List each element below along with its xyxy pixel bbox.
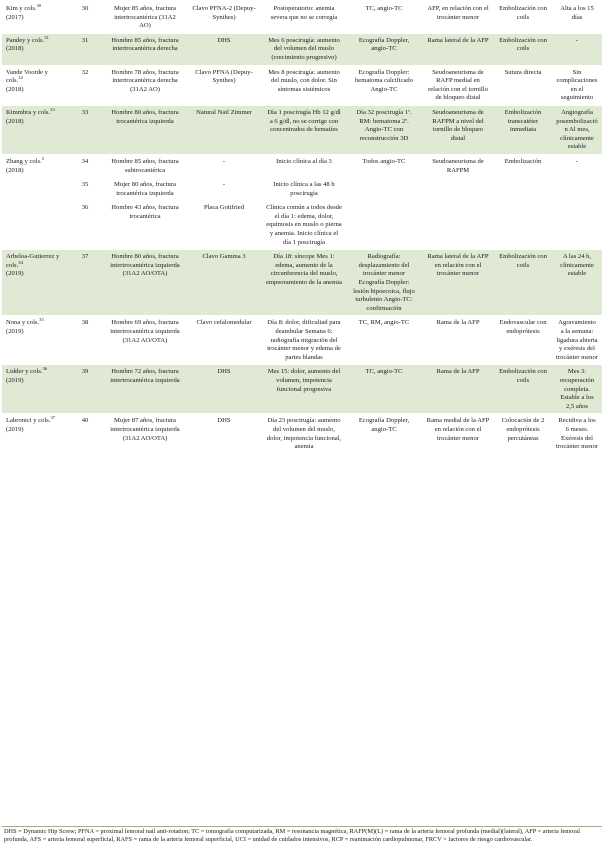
author-cell — [2, 105, 66, 154]
case-number: 30 — [66, 2, 104, 33]
patient-cell: Hombre 43 años, fractura trocantérica — [104, 201, 186, 250]
table-row — [2, 2, 602, 33]
outcome-cell: Agravamiento a la semana: ligadura abierta y exéresis del trocánter menor — [552, 316, 602, 365]
author-name: Lidder y cols. — [6, 368, 43, 376]
reference-number: 35 — [39, 317, 44, 323]
reference-number: 33 — [50, 106, 55, 112]
diagnosis-cell: Día 32 poscirugía 1ª. RM: hematoma 2ª. Angio-TC con reconstrucción 3D — [346, 105, 422, 154]
case-number: 32 — [66, 65, 104, 105]
publication-year: (2018) — [6, 117, 24, 125]
clinic-cell: Inicio clínica al día 3 — [262, 154, 346, 177]
reference-number: 32 — [18, 74, 23, 80]
diagnosis-cell: Ecografía Doppler, angio-TC — [346, 33, 422, 65]
reference-number: 30 — [36, 2, 42, 8]
clinic-cell: Clínica común a todos desde el día 1: edema, dolor, equimosis en muslo o pierna y anemia. Inicio clínica el día 1 poscirugía — [262, 201, 346, 250]
implant-cell: DHS — [186, 365, 262, 414]
diagnosis-cell: Ecografía Doppler, angio-TC — [346, 414, 422, 454]
vessel-cell: Seudoaneurisma de RAFPM — [422, 154, 494, 249]
implant-cell: Clavo PFNA-2 (Depuy-Synthes) — [186, 2, 262, 33]
reference-number: 5 — [41, 155, 45, 161]
author-cell — [2, 2, 66, 33]
patient-cell: Mujer 87 años, fractura intertrocantérica izquierda (31A2 AO/OTA) — [104, 414, 186, 454]
clinic-cell: Mes 15: dolor, aumento del volumen, impotencia funcional progresiva — [262, 365, 346, 414]
footer-rule — [2, 826, 602, 827]
outcome-cell: Mes 3: recuperación completa. Estable a los 2,5 años — [552, 365, 602, 414]
implant-cell: DHS — [186, 33, 262, 65]
clinic-cell: Día 1 poscirugía Hb 12 g/dl a 6 g/dl, no se corrige con concentrados de hematíes — [262, 105, 346, 154]
table-row — [2, 65, 602, 105]
patient-cell: Hombre 80 años, fractura trocantérica izquierda — [104, 105, 186, 154]
treatment-cell: Embolización con coils — [494, 2, 552, 33]
reference-number: 36 — [42, 366, 48, 372]
implant-cell: Natural Nail Zimmer — [186, 105, 262, 154]
diagnosis-cell: TC, angio-TC — [346, 365, 422, 414]
case-number: 37 — [66, 250, 104, 316]
abbreviations-footer — [4, 828, 602, 844]
patient-cell: Hombre 80 años, fractura intertrocantérica izquierda (31A2 AO/OTA) — [104, 250, 186, 316]
vessel-cell: Seudoaneurisma de RAFP medial en relación con el tornillo de bloqueo distal — [422, 65, 494, 105]
publication-year: (2019) — [6, 328, 24, 335]
diagnosis-cell: Ecografía Doppler: hematoma calcificado Angio-TC — [346, 65, 422, 105]
clinic-cell: Inicio clínica a las 48 h poscirugía — [262, 178, 346, 201]
reference-number: 31 — [44, 34, 49, 40]
clinic-cell: Día 8: dolor, dificultad para deambular Semana 6: radiografía migración del trocánter menor y edema de partes blandas — [262, 316, 346, 365]
vessel-cell: Seudoaneurisma de RAFPM a nivel del tornillo de bloqueo distal — [422, 105, 494, 154]
outcome-cell: Angiografía posembolización Al mes, clínicamente estable — [552, 105, 602, 154]
author-name: Kim y cols. — [6, 5, 37, 12]
patient-cell: Mujer 80 años, fractura trocantérica izquierda — [104, 178, 186, 201]
table-row — [2, 414, 602, 454]
case-number: 35 — [66, 178, 104, 201]
case-number: 38 — [66, 316, 104, 365]
author-name: Labronici y cols. — [6, 417, 51, 425]
case-number: 39 — [66, 365, 104, 414]
publication-year: (2019) — [6, 270, 24, 278]
outcome-cell: Recidiva a los 6 meses. Exéresis del trocánter menor — [552, 414, 602, 454]
case-number: 36 — [66, 201, 104, 250]
table-row — [2, 33, 602, 65]
outcome-cell: A las 24 h, clínicamente estable — [552, 250, 602, 316]
implant-cell: Clavo Gamma 3 — [186, 250, 262, 316]
table-row — [2, 316, 602, 365]
treatment-cell: Colocación de 2 endoprótesis percutáneas — [494, 414, 552, 454]
publication-year: (2017) — [6, 13, 24, 21]
diagnosis-cell: Radiografía: desplazamiento del trocánter menor Ecografía Doppler: lesión hipoecoica, flujo turbulento Angio-TC: confirmación — [346, 250, 422, 316]
case-number: 31 — [66, 33, 104, 65]
case-table — [2, 2, 602, 455]
table-row — [2, 105, 602, 154]
implant-cell: Placa Gottfried — [186, 201, 262, 250]
treatment-cell: Embolización — [494, 154, 552, 249]
case-number: 34 — [66, 154, 104, 177]
implant-cell: DHS — [186, 414, 262, 454]
author-name: Pandey y cols. — [6, 36, 45, 44]
clinic-cell: Día 23 poscirugía: aumento del volumen del muslo, dolor, impotencia funcional, anemia — [262, 414, 346, 454]
treatment-cell: Embolización transcatéter inmediata — [494, 105, 552, 154]
table-row — [2, 154, 602, 177]
outcome-cell: - — [552, 33, 602, 65]
outcome-cell: Sin complicaciones en el seguimiento — [552, 65, 602, 105]
author-cell — [2, 250, 66, 316]
author-cell — [2, 365, 66, 414]
patient-cell: Hombre 85 años, fractura intertrocantérica derecha — [104, 33, 186, 65]
vessel-cell: Rama de la AFP — [422, 316, 494, 365]
footer-line-1: DHS = Dynamic Hip Screw; PFNA = proximal femoral nail anti-rotation; TC = tomografía computarizada, RM = resonancia magnética, RAFP(M)(L) = rama de la arteria femoral profunda (medial)(lateral), AFP = arteria femoral profunda, AFS = arteria femoral superficial, RAFS = rama de la arteria femoral superficial, — [4, 828, 580, 844]
author-cell — [2, 414, 66, 454]
reference-number: 34 — [18, 259, 23, 265]
clinic-cell: Mes 6 poscirugía: aumento del volumen del muslo (crecimiento progresivo) — [262, 33, 346, 65]
publication-year: (2018) — [6, 166, 24, 174]
treatment-cell: Embolización con coils — [494, 250, 552, 316]
outcome-cell: Alta a los 15 días — [552, 2, 602, 33]
implant-cell: - — [186, 154, 262, 177]
author-name: Kimmbra y cols. — [6, 108, 51, 116]
treatment-cell: Sutura directa — [494, 65, 552, 105]
patient-cell: Hombre 69 años, fractura intertrocantérica izquierda (31A2 AO/OTA) — [104, 316, 186, 365]
author-name: Nona y cols. — [6, 319, 40, 327]
implant-cell: - — [186, 178, 262, 201]
footer-line-2: UCI = unidad de cuidados intensivos, RCP = reanimación cardiopulmonar, FRCV = factores de riesgo cardiovascular. — [235, 836, 533, 844]
author-cell — [2, 154, 66, 249]
vessel-cell: Rama lateral de la AFP — [422, 33, 494, 65]
author-cell — [2, 316, 66, 365]
patient-cell: Hombre 72 años, fractura intertrocantérica izquierda — [104, 365, 186, 414]
author-name: Zhang y cols. — [6, 157, 42, 165]
reference-number: 37 — [50, 415, 56, 421]
implant-cell: Clavo cefalomedular — [186, 316, 262, 365]
publication-year: (2019) — [6, 425, 24, 433]
case-number: 40 — [66, 414, 104, 454]
treatment-cell: Endovascular con endoprótesis — [494, 316, 552, 365]
author-cell — [2, 65, 66, 105]
author-name: Vande Voorde y cols. — [6, 68, 48, 85]
vessel-cell: Rama de la AFP — [422, 365, 494, 414]
case-number: 33 — [66, 105, 104, 154]
publication-year: (2018) — [6, 45, 24, 53]
table-row — [2, 250, 602, 316]
author-name: Arbeloa-Gutierrez y cols. — [6, 253, 60, 269]
table-row — [2, 365, 602, 414]
patient-cell: Hombre 85 años, fractura subtrocantérica — [104, 154, 186, 177]
vessel-cell: Rama lateral de la AFP en relación con el trocánter menor — [422, 250, 494, 316]
diagnosis-cell: TC, RM, angio-TC — [346, 316, 422, 365]
clinic-cell: Día 18: síncope Mes 1: edema, aumento de la circunferencia del muslo, empeoramiento de la anemia — [262, 250, 346, 316]
clinic-cell: Postoperatorio: anemia severa que no se corregía — [262, 2, 346, 33]
clinic-cell: Mes 8 poscirugía: aumento del muslo, con dolor. Sin síntomas sistémicos — [262, 65, 346, 105]
diagnosis-cell: TC, angio-TC — [346, 2, 422, 33]
implant-cell: Clavo PFNA (Depuy-Synthes) — [186, 65, 262, 105]
publication-year: (2018) — [6, 85, 24, 93]
author-cell — [2, 33, 66, 65]
vessel-cell: AFP, en relación con el trocánter menor — [422, 2, 494, 33]
diagnosis-cell: Todos angio-TC — [346, 154, 422, 249]
outcome-cell: - — [552, 154, 602, 249]
vessel-cell: Rama medial de la AFP en relación con el trocánter menor — [422, 414, 494, 454]
patient-cell: Hombre 78 años, fractura intertrocantérica derecha (31A2 AO) — [104, 65, 186, 105]
patient-cell: Mujer 85 años, fractura intertrocantérica (31A2 AO) — [104, 2, 186, 33]
treatment-cell: Embolización con coils — [494, 365, 552, 414]
publication-year: (2019) — [6, 376, 24, 384]
treatment-cell: Embolización con coils — [494, 33, 552, 65]
